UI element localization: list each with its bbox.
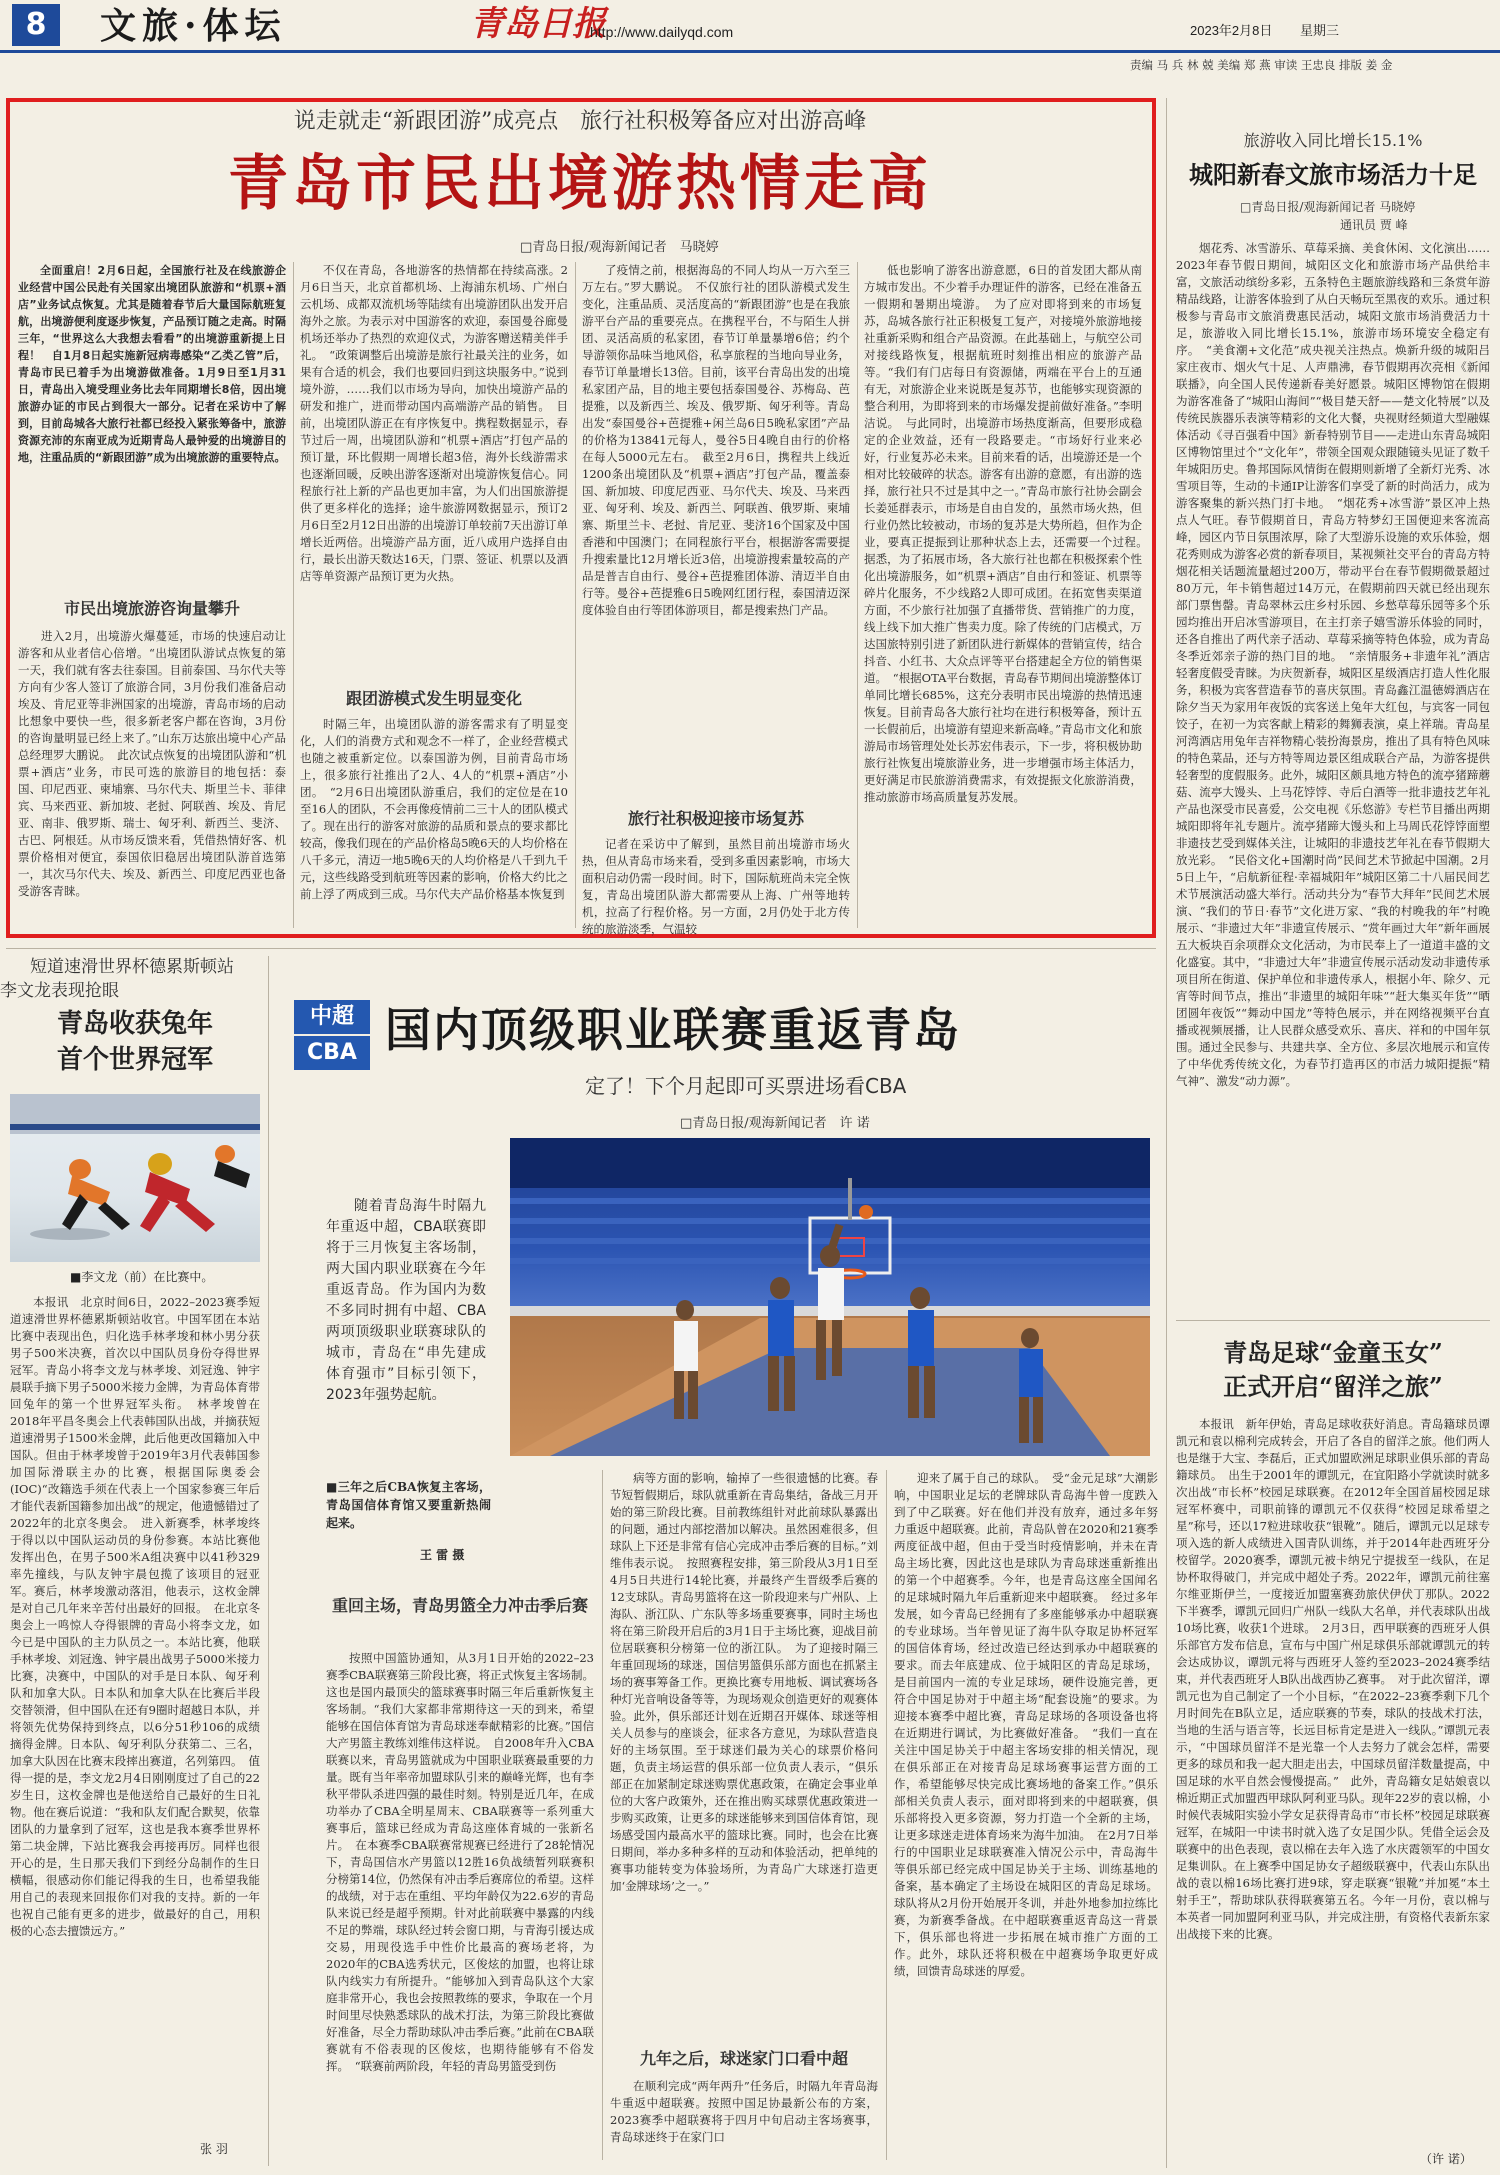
paper-logo: 青岛日报 — [470, 4, 606, 44]
lead-divider-1 — [293, 262, 294, 928]
skate-divider — [268, 956, 269, 2166]
section-name: 文旅·体坛 — [100, 5, 287, 47]
lead-byline: □青岛日报/观海新闻记者 马晓婷 — [520, 240, 719, 255]
skater-front-figure — [140, 1153, 215, 1232]
right-byline: □青岛日报/观海新闻记者 马晓婷 — [1240, 200, 1416, 214]
right-column-rule — [1166, 98, 1167, 2168]
cba-badge-top: 中超 — [294, 1000, 370, 1034]
staff-credits: 责编 马 兵 林 兢 美编 郑 燕 审读 王忠良 排版 姜 金 — [1130, 58, 1393, 72]
basketball — [859, 1205, 873, 1219]
basketball-photo — [510, 1138, 1150, 1456]
cba-subheadline: 定了！下个月起即可买票进场看CBA — [585, 1074, 907, 1098]
right-headline: 城阳新春文旅市场活力十足 — [1189, 160, 1477, 189]
lead-headline: 青岛市民出境游热情走高 — [228, 149, 932, 219]
paper-url[interactable]: http://www.dailyqd.com — [590, 24, 734, 40]
basketball-scene — [510, 1138, 1150, 1456]
soccer-article: 本报讯 新年伊始，青岛足球收获好消息。青岛籍球员谭凯元和袁以棉利完成转会，开启了各自的留洋之旅。他们两人也是继于大宝、李磊后，正式加盟欧洲足球职业俱乐部的青岛籍球员。 出生于2001年的谭凯元，在宜阳路小学就读时就多次出战“市长杯”校园足球联赛。在2012年全国首届校园足球冠军杯赛中，司职前锋的谭凯元不仅获得“校园足球希望之星”称号，还以17粒进球收获“银靴”。随后，谭凯元以足球专项入选的新人成绩进入国青队训练，并于2014年赴西班牙分校留学。2020赛季，谭凯元被卡纳兄宁提拔至一线队，在足协杯取得破门，并完成中超处子秀。2022年，谭凯元前往塞尔维亚斯伊兰，一度接近加盟塞赛劲旅伏伊伏丁那队。2022下半赛季，谭凯元回归广州队一线队大名单，并代表球队出战10场比赛，收获1个进球。 2月3日，西甲联赛的西班牙人俱乐部官方发布信息，宣布与中国广州足球俱乐部就谭凯元的转会达成协议，谭凯元将与西班牙人签约至2023–2024赛季结束，并代表西班牙人B队出战西协乙赛事。 对于此次留洋，谭凯元也为自己制定了一个小目标，“在2022–23赛季剩下几个月时间先在B队立足，适应联赛的节奏，球队的技战术打法，当地的生活与语言等，长远目标肯定是进入一线队。”谭凯元表示，“中国球员留洋不是光靠一个人去努力了就会怎样，需要更多的球员和我一起大胆走出去，中国球员留洋数量提高，中国足球的水平自然会慢慢提高。” 此外，青岛籍女足姑娘袁以棉近期正式加盟西甲球队阿利亚马队。现年22岁的袁以棉，小时候代表城阳实验小学女足获得青岛市“市长杯”校园足球联赛冠军，在城阳一中读书时就入选了女足国少队。凭借全运会及联赛中的出色表现，袁以棉在去年入选了水庆霞领军的中国女足集训队。在上赛季中国足协女子超级联赛中，代表山东队出战的袁以棉16场比赛打进9球，穿走联赛“银靴”并加冕“本土射手王”，帮助球队获得联赛第五名。今年一月份，袁以棉与本英者一同加盟阿利亚马队，并完成注册，有资格代表新东家出战接下来的比赛。 — [1176, 1417, 1490, 1941]
soccer-headline-2: 正式开启“留洋之旅” — [1223, 1372, 1443, 1401]
lead-kicker: 说走就走“新跟团游”成亮点 旅行社积极筹备应对出游高峰 — [293, 109, 867, 134]
lead-intro: 全面重启！2月6日起，全国旅行社及在线旅游企业经营中国公民赴有关国家出境团队旅游和“机票+酒店”业务试点恢复。尤其是随着春节后大量国际航班复航，出境游便利度逐步恢复，产品预订随之走高。时隔三年，“世界这么大我想去看看”的出境游重新提上日程！ 自1月8日起实施新冠病毒感染“乙类乙管”后，青岛市民已着手为出境游做准备。1月9日至1月31日，青岛出入境受理业务比去年同期增长8倍，因出境旅游办证的市民占到很大一部分。记者在采访中了解到，目前岛城各大旅行社都已经投入紧张筹备中，旅游资源充沛的东南亚成为近期青岛人最钟爱的出境游目的地，注重品质的“新跟团游”成为出境旅游的重要特点。 — [18, 264, 286, 464]
skate-photo — [10, 1094, 260, 1262]
skate-article: 本报讯 北京时间6日，2022–2023赛季短道速滑世界杯德累斯顿站收官。中国军团在本站比赛中表现出色，归化选手林孝埈和林小男分获男子500米决赛，首次以中国队员身份夺得世界冠军。青岛小将李文龙与林孝埈、刘冠逸、钟宇晨联手摘下男子5000米接力金牌，为青岛体育带回兔年的第一个世界冠军头衔。 林孝埈曾在2018年平昌冬奥会上代表韩国队出战，并摘获短道速滑男子1500米金牌，此后他更改国籍加入中国队。但由于林孝埈曾于2019年3月代表韩国参加国际滑联主办的比赛，根据国际奥委会(IOC)“改籍选手须在代表上一个国家参赛三年后才能代表新国籍参加出战”的规定，他遗憾错过了2022年的北京冬奥会。 进入新赛季，林孝埈终于得以以中国队运动员的身份参赛。本站比赛他发挥出色，在男子500米A组决赛中以41秒329率先撞线，与队友钟宇晨包揽了该项目的冠亚军。赛后，林孝埈激动落泪，他表示，这枚金牌是对自己几年来辛苦付出最好的回报。 在北京冬奥会上一鸣惊人夺得银牌的青岛小将李文龙，如今已是中国队的主力队员之一。本站比赛，他联手林孝埈、刘冠逸、钟宇晨出战男子5000米接力比赛，决赛中，中国队的对手是日本队、匈牙利队和加拿大队。日本队和加拿大队在比赛后半段交替领滑，但中国队在还有9圈时超越日本队，并将领先优势保持到终点，以6分51秒106的成绩摘得金牌。日本队、匈牙利队分获第二、三名，加拿大队因在比赛末段摔出赛道，名列第四。 值得一提的是，李文龙2月4日刚刚度过了自己的22岁生日，这枚金牌也是他送给自己最好的生日礼物。他在赛后说道：“我和队友们配合默契，依靠团队的力量拿到了冠军，这也是我本赛季世界杯第二块金牌，下站比赛我会再接再厉。同样也很开心的是，生日那天我们下到经分岛制作的生日横幅，很感动你们能记得我的生日，也希望我能用自己的表现来回报你们对我的支持。新的一年也祝自己能有更多的进步，做最好的自己，用积极的心态去擅馈远方。” — [10, 1295, 260, 1938]
lead-col-3b: 记者在采访中了解到，虽然目前出境游市场火热，但从青岛市场来看，受到多重因素影响，市场大面积启动仍需一段时间。时下，国际航班尚未完全恢复，青岛出境团队游大都需要从上海、广州等地转机，拉高了行程价格。另一方面，2月仍处于北方传统的旅游淡季，气温较 — [582, 837, 850, 936]
soccer-headline-1: 青岛足球“金童玉女” — [1223, 1338, 1443, 1367]
lead-subhead-2: 跟团游模式发生明显变化 — [345, 689, 522, 708]
cba-byline: □青岛日报/观海新闻记者 许 诺 — [680, 1116, 870, 1131]
cba-subhead-2: 九年之后，球迷家门口看中超 — [639, 2049, 848, 2068]
right-kicker: 旅游收入同比增长15.1% — [1243, 131, 1423, 150]
lead-subhead-3: 旅行社积极迎接市场复苏 — [627, 809, 804, 828]
cba-col-1: 按照中国篮协通知，从3月1日开始的2022–23赛季CBA联赛第三阶段比赛，将正式恢复主客场制。这也是国内最顶尖的篮球赛事时隔三年后重新恢复主客场制。“我们大家都非常期待这一天的到来，希望能够在国信体育馆为青岛球迷奉献精彩的比赛。”国信大产男篮主教练刘维伟这样说。 自2008年升入CBA联赛以来，青岛男篮就成为中国职业联赛最重要的力量。既有当年率帝加盟球队引来的巅峰光辉，也有李秋平带队杀进四强的最佳时刻。特别是近几年，在成功举办了CBA全明星周末、CBA联赛等一系列重大赛事后，篮球已经成为青岛这座体育城的一张新名片。 在本赛季CBA联赛常规赛已经进行了28轮情况下，青岛国信水产男篮以12胜16负战绩暂列联赛积分榜第14位，仍然保有冲击季后赛席位的希望。这样的战绩，对于志在重组、平均年龄仅为22.6岁的青岛队来说已经是超乎预期。针对此前联赛中暴露的内线不足的弊端，球队经过转会窗口期，与青海引援达成交易，用现役选手中性价比最高的赛场老将，为2020年的CBA选秀状元，区俊炫的加盟，也将让球队内线实力有所提升。“能够加入到青岛队这个大家庭非常开心，我也会按照教练的要求，争取在一个月时间里尽快熟悉球队的战术打法，为第三阶段比赛做好准备，尽全力帮助球队冲击季后赛。”此前在CBA联赛就有不俗表现的区俊炫，也期待能够有不俗发挥。 “联赛前两阶段，年轻的青岛男篮受到伤 — [326, 1651, 594, 2073]
cba-badge-bottom: CBA — [294, 1036, 370, 1070]
soccer-author: （许 诺） — [1420, 2152, 1472, 2166]
right-article: 烟花秀、冰雪游乐、草莓采摘、美食休闲、文化演出……2023年春节假日期间，城阳区文化和旅游市场产品供给丰富，文旅活动缤纷多彩，五条特色主题旅游线路和三条赏年游精品线路，让游客体验到了从白天畅玩至黑夜的欢乐。通过积极参与青岛市文旅消费惠民活动，城阳文旅市场消费活力十足，旅游收入同比增长15.1%，旅游市场环境安全稳定有序。 “美食潮+文化范”成央视关注热点。焕新升级的城阳吕家庄夜市、烟火气十足、人声鼎沸，春节假期再次亮相《新闻联播》，向全国人民传递新春美好愿景。城阳区博物馆在假期为游客准备了“城阳山海间”“极目楚天舒——楚文化特展”以及传统民族器乐表演等精彩的文化大餐，央视财经频道大型融媒体活动《寻百强看中国》新春特别节目——走进山东青岛城阳区博物馆里过个“文化年”，带领全国观众跟随镜头见证了数千年城阳历史。鲁邦国际风情街在假期则新增了全新灯光秀、冰雪项目等，生动的卡通IP让游客们享受了新的时尚活力，成为游客聚集的新兴热门打卡地。 “烟花秀+冰雪游”景区冲上热点人气旺。春节假期首日，青岛方特梦幻王国便迎来客流高峰，园区内节日氛围浓厚，除了大型游乐设施的欢乐体验，烟花秀则成为游客必赏的新春项目，某视频社交平台的青岛方特烟花相关话题流量超过200万，带动平台在春节假期微景超过80万元，年卡销售超过14万元，在假期前四天就已经出现东部门票售罄。青岛翠林云庄乡村乐园、乡愁草莓乐园等多个乐园均推出开启冰雪游项目，在主打亲子嬉雪游乐体验的同时，还各自推出了两代亲子活动、草莓采摘等特色体验，成为青岛冬季近郊亲子游的热门目的地。 “亲情服务+非遗年礼”酒店轻奢度假受青睐。为庆贺新春，城阳区星级酒店打造人性化服务，积极为宾客营造春节的喜庆氛围。青岛鑫江温德姆酒店在除夕当天为家用年夜饭的宾客送上兔年大红包，与宾客一同包饺子，在初一为宾客献上精彩的舞狮表演，桌上祥瑞。青岛星河湾酒店用兔年吉祥物精心装扮海景房，推出了具有特色风味的特色菜品，还与方特等周边景区组成联合产品，为游客提供轻奢型的度假服务。此外，城阳区颇具地方特色的流亭猪蹄蘑菇、流亭大馒头、上马花饽饽、寺后白酒等一批非遗技艺年礼产品也深受市民喜爱，公交电视《乐悠游》专栏节目播出两期城阳即将年礼专题片。流亭猪蹄大馒头和上马周氏花饽饽面塑非遗技艺受到媒体关注，让城阳的非遗技艺年礼在春节假期大放光彩。 “民俗文化+国潮时尚”民间艺术节掀起中国潮。2月5日上午，“启航新征程·幸福城阳年”城阳区第二十八届民间艺术节展演活动盛大举行。活动共分为“春节大拜年”民间艺术展演、“我们的节日·春节”文化进万家、“我的村晚我的年”村晚展示、“非遗过大年”非遗宣传展示、“赏年画过大年”新年画展五大板块百余项群众文化活动，为市民奉上了一道道丰盛的文化盛宴。其中，“非遗过大年”非遗宣传展示活动发动非遗传承项目所在街道、保护单位和非遗传承人，根据小年、除夕、元宵等时间节点，推出“非遗里的城阳年味”“赶大集买年货”“晒团圆年夜饭”“舞动中国龙”等特色展示，并在网络视频平台直播或视频展播，让人民群众感受欢乐、喜庆、祥和的中国年氛围。通过全民参与、共建共享、全方位、多层次地展示和宣传了中华优秀传统文化，为春节打造再区的市活力城阳提振“精气神”、激发“动力源”。 — [1176, 241, 1490, 1088]
lead-col-1: 进入2月，出境游火爆蔓延，市场的快速启动让游客和从业者信心倍增。“出境团队游试点恢复的第一天，我们就有客去往泰国。目前泰国、马尔代夫等方向有少客人签订了旅游合同，3月份我们准备启动埃及、肯尼亚等非洲国家的出境游，青岛市场的启动比想象中要快一些，很多新老客户都在咨询，3月份的咨询量明显已经上来了。”山东万达旅出境中心产品总经理罗大鹏说。 此次试点恢复的出境团队游和“机票+酒店”业务，市民可选的旅游目的地包括：泰国、印尼西亚、柬埔寨、马尔代夫、斯里兰卡、菲律宾、马来西亚、新加坡、老挝、阿联酋、埃及、肯尼亚、南非、俄罗斯、瑞士、匈牙利、新西兰、斐济、古巴、阿根廷。从市场反馈来看，凭借热情好客、机票价格相对便宜，泰国依旧稳居出境团队游首选第一，其次马尔代夫、埃及、新西兰、印度尼西亚也备受游客青睐。 — [18, 629, 286, 898]
lead-col-2b: 时隔三年，出境团队游的游客需求有了明显变化，人们的消费方式和观念不一样了，企业经营模式也随之被重新定位。以泰国游为例，目前青岛市场上，很多旅行社推出了2人、4人的“机票+酒店”小团。 “2月6日出境团队游重启，我们的定位是在10至16人的团队，不会再像疫情前二三十人的团队模式了。现在出行的游客对旅游的品质和景点的要求都比较高，像我们现在的产品价格岛5晚6天的人均价格在八千多元，清迈一地5晚6天的人均价格是八千到九千元，这些线路受到航班等因素的影响，价格大约比之前上浮了两成到三成。马尔代夫产品价格基本恢复到 — [300, 717, 568, 901]
right-byline-2: 通讯员 贾 峰 — [1340, 218, 1408, 232]
lead-col-3: 了疫情之前，根据海岛的不同人均从一万六至三万左右。”罗大鹏说。 不仅旅行社的团队游模式发生变化，注重品质、灵活度高的“新跟团游”也是在我旅游平台产品的重要亮点。在携程平台，不与陌生人拼团、灵活高质的私家团，春节订单量暴增6倍；约个导游领你品味当地风俗，私享旅程的当地向导业务，春节订单量增长13倍。目前，该平台青岛出发的出境私家团产品，目的地主要包括泰国曼谷、苏梅岛、芭提雅，以及新西兰、埃及、俄罗斯、匈牙利等。青岛出发“泰国曼谷+芭提雅+闲兰岛6日5晚私家团”产品的价格为13841元每人，曼谷5日4晚自由行的价格在每人5000元左右。 截至2月6日，携程共上线近1200条出境团队及“机票+酒店”打包产品，覆盖泰国、新加坡、印度尼西亚、马尔代夫、埃及、马来西亚、匈牙利、埃及、新西兰、阿联酋、俄罗斯、柬埔寨、斯里兰卡、老挝、肯尼亚、斐济16个国家及中国香港和中国澳门；在同程旅行平台，根据游客需要提升搜索量比12月增长近3倍，出境游搜索量较高的产品是普吉自由行、曼谷+芭提雅团体游、清迈半自由行等。曼谷+芭提雅6日5晚网红团行程，泰国清迈深度体验自由行等团体游项目，都是搜索热门产品。 — [582, 263, 850, 617]
lead-col-4: 低也影响了游客出游意愿，6日的首发团大都从南方城市发出。不少着手办理证件的游客，已经在准备五一假期和暑期出境游。 为了应对即将到来的市场复苏，岛城各旅行社正积极复工复产，对接境外旅游地接社重新采购和组合产品资源。在此基础上，与航空公司对接线路恢复，根据航班时刻推出相应的旅游产品等。“我们有门店每日有资源储，两端在平台上的互通有无，对旅游企业来说既是复苏节，也能够实现资源的整合利用，为即将到来的市场爆发提前做好准备。”李明洁说。 与此同时，出境游市场热度渐高，但要形成稳定的企业效益，还有一段路要走。“市场好行业来必好，行业复苏必未来。目前来看的话，出境游还是一个相对比较破碎的状态。游客有出游的意愿，有出游的选择，旅行社只不过是其中之一。”青岛市旅行社协会副会长姜延群表示，市场是自由自发的，虽然市场火热，但行业仍然比较被动，市场的复苏是大势所趋，但作为企业，要真正提振到让那种状态上去，还需要一个过程。 据悉，为了拓展市场，各大旅行社也都在积极探索个性化出境游服务，如“机票+酒店”自由行和签证、机票等碎片化服务，不少线路2人即可成团。在拓宽售卖渠道方面，不少旅行社加强了直播带货、营销推广的力度，线上线下加大推广售卖力度。除了传统的门店模式，万达国旅特别引进了新团队进行新媒体的营销宣传，结合抖音、小红书、大众点评等平台搭建起全方位的销售渠道。 “根据OTA平台数据，青岛春节期间出境游整体订单同比增长685%，这充分表明市民出境游的热情迅速恢复。目前青岛各大旅行社均在进行积极筹备，预计五一长假前后，出境游有望迎来新高峰。”青岛市文化和旅游局市场管理处处长苏宏伟表示，下一步，将积极协助旅行社恢复出境旅游业务，进一步增强市场主体活力，更好满足市民旅游消费需求，有效提振文化旅游消费，推动旅游市场高质量复苏发展。 — [864, 263, 1154, 804]
right-divider — [1176, 1320, 1490, 1321]
lead-col-2: 不仅在青岛，各地游客的热情都在持续高涨。2月6日当天，北京首都机场、上海浦东机场、广州白云机场、成都双流机场等陆续有出境游团队出发开启海外之旅。为表示对中国游客的欢迎，泰国曼谷廊曼机场还举办了热烈的欢迎仪式，为游客赠送精美伴手礼。 “政策调整后出境游是旅行社最关注的业务，如果有合适的机会，我们也要回归到这块服务中。”说到境外游，……我们以市场为导向，加快出境游产品的研发和推广，进而带动国内高端游产品的销售。 目前，出境团队游正在有序恢复中。携程数据显示，春节过后一周，出境团队游和“机票+酒店”打包产品的预订量，环比假期一周增长超3倍，海外长线游需求也逐渐回暖，反映出游客逐渐对出境游恢复信心。同程旅行社上新的产品也更加丰富，为人们出国旅游提供了更多样化的选择；途牛旅游网数据显示，预订2月6日至2月12日出游的出境游订单较前7天出游订单增长近两倍。出境游产品方面，近八成用户选择自由行，最长出游天数达16天，门票、签证、机票以及酒店等单资源产品预订更为火热。 — [300, 263, 568, 583]
lead-divider-2 — [575, 262, 576, 928]
cba-divider-1 — [602, 1470, 603, 2160]
issue-weekday: 星期三 — [1300, 23, 1340, 38]
skater-third-figure — [214, 1145, 250, 1188]
skate-kicker-2: 李文龙表现抢眼 — [0, 981, 119, 1001]
masthead-rule — [0, 50, 1500, 53]
lower-divider — [6, 948, 1156, 949]
skate-headline-1: 青岛收获兔年 — [56, 1009, 213, 1039]
skater-back-figure — [62, 1159, 130, 1230]
cba-col-2b: 在顺利完成“两年两升”任务后，时隔九年青岛海牛重返中超联赛。按照中国足协最新公布的方案，2023赛季中超联赛将于四月中旬启动主客场赛事，青岛球迷终于在家门口 — [610, 2079, 878, 2144]
cba-intro: 随着青岛海牛时隔九年重返中超，CBA联赛即将于三月恢复主客场制，两大国内职业联赛在今年重返青岛。作为国内为数不多同时拥有中超、CBA两项顶级职业联赛球队的城市，青岛在“串先建成体育强市”目标引领下，2023年强势起航。 — [326, 1198, 486, 1403]
cba-col-3: 迎来了属于自己的球队。 受“金元足球”大潮影响，中国职业足坛的老牌球队青岛海牛曾一度跌入到了中乙联赛。好在他们并没有放弃，通过多年努力重返中超联赛。此前，青岛队曾在2020和21赛季两度征战中超，但由于受当时疫情影响，并未在青岛主场比赛，因此这也是球队为青岛球迷重新推出的第一个中超赛季。今年，也是青岛这座全国闻名的足球城时隔九年后重新迎来中超联赛。 经过多年发展，如今青岛已经拥有了多座能够承办中超联赛的专业球场。当年曾见证了海牛队夺取足协杯冠军的国信体育场，经过改造已经达到承办中超联赛的要求。而去年底建成、位于城阳区的青岛足球场，是目前国内一流的专业足球场，硬件设施完善，更符合中国足协对于中超主场“配套设施”的要求。为迎接本赛季中超比赛，青岛足球场的各项设备也将在近期进行调试，为比赛做好准备。 “我们一直在关注中国足协关于中超主客场安排的相关情况，现在俱乐部正在对接青岛足球场赛事运营方面的工作，希望能够尽快完成比赛场地的备案工作。”俱乐部相关负责人表示，面对即将到来的中超联赛，俱乐部将投入更多资源，努力打造一个全新的主场，让更多球迷走进体育场来为海牛加油。 在2月7日举行的中国职业足球联赛准入情况公示中，青岛海牛等俱乐部已经完成中国足协关于主场、训练基地的备案，基本确定了主场设在城阳区的青岛足球场。球队将从2月份开始展开冬训，并赴外地参加拉练比赛，为新赛季备战。在中超联赛重返青岛这一背景下，俱乐部也将进一步拓展在城市推广方面的工作。此外，球队还将积极在中超赛场争取更好成绩，回馈青岛球迷的厚爱。 — [894, 1471, 1158, 1978]
skate-kicker: 短道速滑世界杯德累斯顿站 — [30, 957, 234, 977]
skaters-illustration — [10, 1094, 260, 1262]
basketball-photographer: 王 雷 摄 — [420, 1548, 465, 1562]
skate-author: 张 羽 — [200, 2142, 228, 2156]
basketball-photo-caption: ■三年之后CBA恢复主客场，青岛国信体育馆又要重新热闹起来。 — [326, 1480, 491, 1530]
cba-subhead-1: 重回主场，青岛男篮全力冲击季后赛 — [331, 1596, 588, 1615]
cba-headline: 国内顶级职业联赛重返青岛 — [385, 1003, 961, 1057]
page-number-badge: 8 — [12, 4, 60, 46]
lead-divider-3 — [857, 262, 858, 928]
cba-col-2: 病等方面的影响，输掉了一些很遗憾的比赛。春节短暂假期后，球队就重新在青岛集结，备战三月开始的第三阶段比赛。目前教练组针对此前球队暴露出的问题，通过内部挖潜加以解决。虽然困难很多，但球队上下还是非常有信心完成冲击季后赛的目标。”刘维伟表示说。 按照赛程安排，第三阶段从3月1日至4月5日共进行14轮比赛，并最终产生晋级季后赛的12支球队。青岛男篮将在这一阶段迎来与广州队、上海队、浙江队、广东队等多场重要赛事，同时主场也将在第三阶段开启后的3月1日于主场比赛，迎战目前位居联赛积分榜第一位的浙江队。 为了迎接时隔三年重回现场的球迷，国信男篮俱乐部方面也在抓紧主场的赛事筹备工作。更换比赛专用地板、调试赛场各种灯光音响设备等等，为现场观众创造更好的观赛体验。此外，俱乐部还计划在近期召开媒体、球迷等相关人员参与的座谈会，征求各方意见，为球队营造良好的主场氛围。至于球迷们最为关心的球票价格问题，负责主场运营的俱乐部一位负责人表示，“俱乐部正在加紧制定球迷购票优惠政策，在确定会事业单位的大客户政策外，还在推出购买球票优惠政策进一步购买政策，让更多的球迷能够来到国信体育馆，现场感受国内最高水平的篮球比赛。同时，也会在比赛日期间，举办多种多样的互动和体验活动，把单纯的赛事功能转变为体验场所，为青岛广大球迷打造更加‘金牌球场’之一。” — [610, 1471, 878, 1893]
skate-headline-2: 首个世界冠军 — [56, 1045, 213, 1075]
cba-divider-2 — [886, 1470, 887, 2160]
lead-subhead-1: 市民出境旅游咨询量攀升 — [63, 599, 240, 618]
issue-date: 2023年2月8日 — [1190, 23, 1273, 38]
skate-photo-caption: ■李文龙（前）在比赛中。 — [70, 1270, 214, 1284]
